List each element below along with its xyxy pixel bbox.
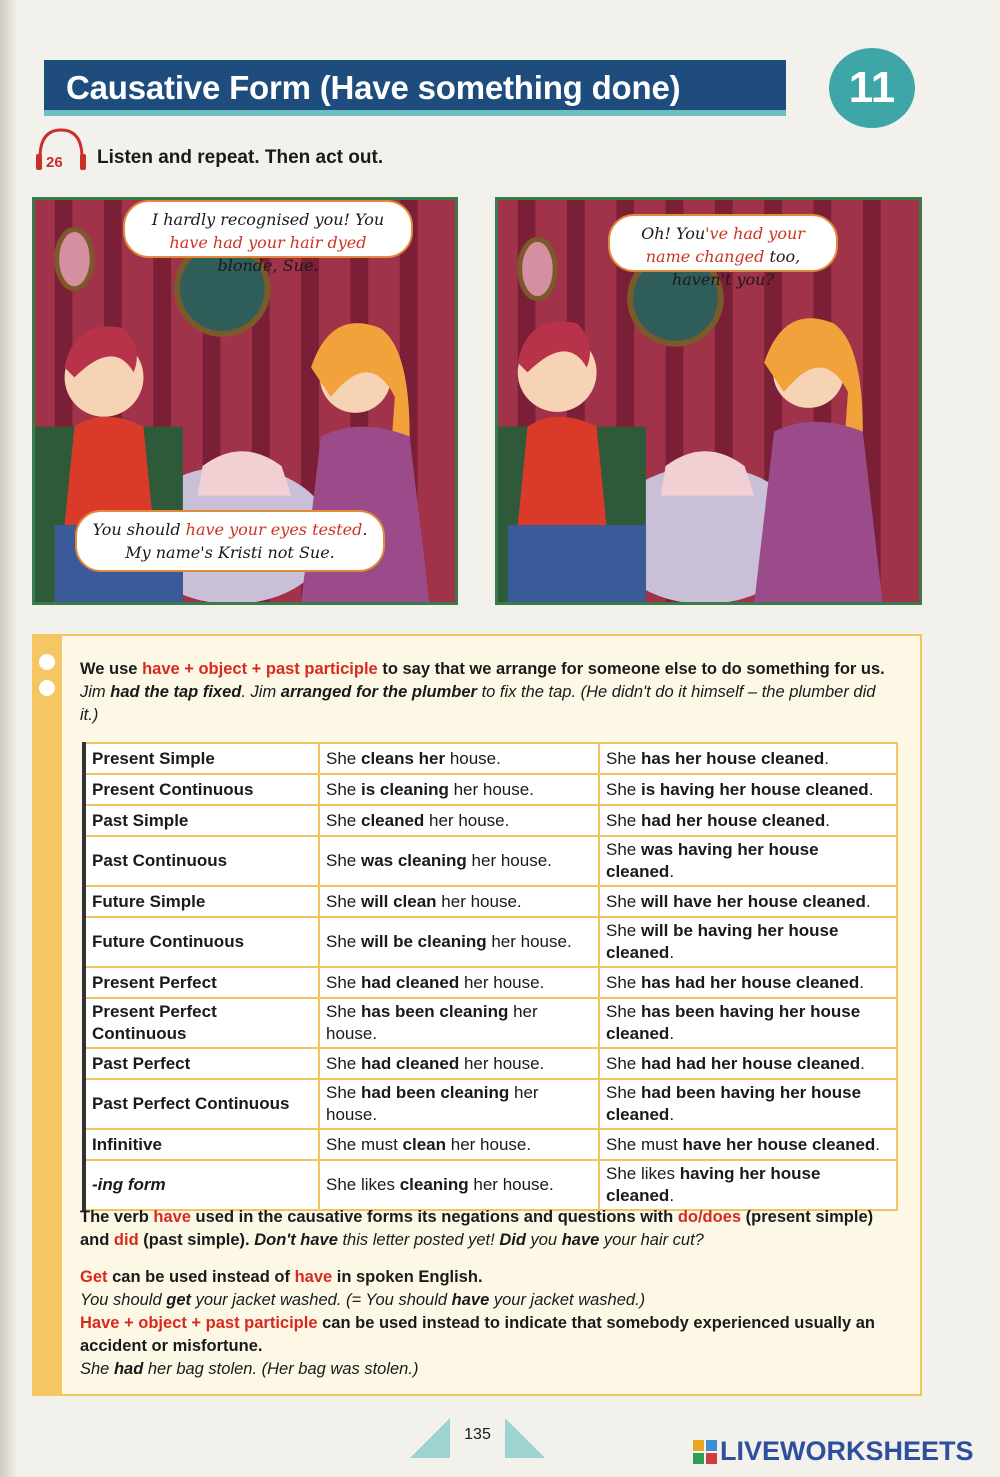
tense-name-cell: Present Continuous bbox=[84, 774, 319, 805]
causative-form-cell: She will be having her house cleaned. bbox=[599, 917, 897, 967]
causative-form-cell: She has her house cleaned. bbox=[599, 743, 897, 774]
tense-name-cell: Present Perfect bbox=[84, 967, 319, 998]
table-row bbox=[84, 805, 897, 836]
page-number: 135 bbox=[464, 1426, 491, 1443]
causative-form-cell: She has been having her house cleaned. bbox=[599, 998, 897, 1048]
tense-name-cell: Future Simple bbox=[84, 886, 319, 917]
page-binding-shadow bbox=[0, 0, 18, 1477]
tense-name-cell: Present Simple bbox=[84, 743, 319, 774]
audio-track-number: 26 bbox=[46, 154, 63, 171]
grammar-box-stripe bbox=[32, 634, 62, 1396]
table-row bbox=[84, 836, 897, 886]
unit-number-badge: 11 bbox=[829, 48, 915, 128]
liveworksheets-logo-icon[interactable] bbox=[693, 1440, 717, 1464]
causative-form-cell: She is having her house cleaned. bbox=[599, 774, 897, 805]
speech-bubble-right: Oh! You've had your name changed too, haven't you? bbox=[608, 214, 838, 272]
tense-name-cell: Infinitive bbox=[84, 1129, 319, 1160]
instruction-text: Listen and repeat. Then act out. bbox=[97, 147, 384, 168]
tense-name-cell: Future Continuous bbox=[84, 917, 319, 967]
causative-form-cell: She had been having her house cleaned. bbox=[599, 1079, 897, 1129]
table-row bbox=[84, 1048, 897, 1079]
bullet-dot bbox=[39, 680, 55, 696]
tense-name-cell: Past Perfect Continuous bbox=[84, 1079, 319, 1129]
rule-explanation: We use have + object + past participle to say that we arrange for someone else to do something for us. Jim had the tap fixed. Jim arranged for the plumber to fix the tap. (He didn't do it himself – the plumber did it.) bbox=[80, 660, 885, 724]
active-form-cell: She must clean her house. bbox=[319, 1129, 599, 1160]
causative-form-cell: She had her house cleaned. bbox=[599, 805, 897, 836]
speech-bubble-left-top: I hardly recognised you! You have had your hair dyed blonde, Sue. bbox=[123, 200, 413, 258]
table-row bbox=[84, 886, 897, 917]
table-row bbox=[84, 1129, 897, 1160]
table-row bbox=[84, 917, 897, 967]
active-form-cell: She is cleaning her house. bbox=[319, 774, 599, 805]
causative-form-cell: She was having her house cleaned. bbox=[599, 836, 897, 886]
table-row bbox=[84, 1160, 897, 1210]
active-form-cell: She had cleaned her house. bbox=[319, 967, 599, 998]
table-row bbox=[84, 1079, 897, 1129]
active-form-cell: She was cleaning her house. bbox=[319, 836, 599, 886]
table-row bbox=[84, 743, 897, 774]
get-note: Get can be used instead of have in spoken English. You should get your jacket washed. (= You should have your jacket washed.) bbox=[80, 1268, 646, 1309]
page-number-decoration-left bbox=[410, 1418, 450, 1458]
speech-bubble-left-bottom: You should have your eyes tested. My name's Kristi not Sue. bbox=[75, 510, 385, 572]
active-form-cell: She cleaned her house. bbox=[319, 805, 599, 836]
bullet-dot bbox=[39, 654, 55, 670]
liveworksheets-brand[interactable]: LIVEWORKSHEETS bbox=[720, 1436, 974, 1466]
causative-form-cell: She likes having her house cleaned. bbox=[599, 1160, 897, 1210]
tense-name-cell: Past Continuous bbox=[84, 836, 319, 886]
tense-comparison-table bbox=[82, 742, 898, 1211]
table-row bbox=[84, 774, 897, 805]
tense-name-cell: -ing form bbox=[84, 1160, 319, 1210]
negation-note: The verb have used in the causative forms its negations and questions with do/does (present simple) and did (past simple). Don't have this letter posted yet! Did you have your hair cut? bbox=[80, 1208, 874, 1249]
causative-form-cell: She will have her house cleaned. bbox=[599, 886, 897, 917]
table-row bbox=[84, 967, 897, 998]
causative-form-cell: She had had her house cleaned. bbox=[599, 1048, 897, 1079]
causative-form-cell: She must have her house cleaned. bbox=[599, 1129, 897, 1160]
table-row bbox=[84, 998, 897, 1048]
active-form-cell: She had cleaned her house. bbox=[319, 1048, 599, 1079]
active-form-cell: She likes cleaning her house. bbox=[319, 1160, 599, 1210]
causative-form-cell: She has had her house cleaned. bbox=[599, 967, 897, 998]
experience-note: Have + object + past participle can be used instead to indicate that somebody experienced usually an accident or misfortune. She had her bag stolen. (Her bag was stolen.) bbox=[80, 1314, 876, 1378]
tense-name-cell: Past Perfect bbox=[84, 1048, 319, 1079]
comic-panel-left bbox=[32, 197, 458, 605]
active-form-cell: She will be cleaning her house. bbox=[319, 917, 599, 967]
comic-panel-right bbox=[495, 197, 922, 605]
active-form-cell: She cleans her house. bbox=[319, 743, 599, 774]
active-form-cell: She will clean her house. bbox=[319, 886, 599, 917]
tense-name-cell: Past Simple bbox=[84, 805, 319, 836]
page-number-decoration-right bbox=[505, 1418, 545, 1458]
active-form-cell: She had been cleaning her house. bbox=[319, 1079, 599, 1129]
page-title: Causative Form (Have something done) bbox=[44, 60, 786, 116]
active-form-cell: She has been cleaning her house. bbox=[319, 998, 599, 1048]
tense-name-cell: Present Perfect Continuous bbox=[84, 998, 319, 1048]
